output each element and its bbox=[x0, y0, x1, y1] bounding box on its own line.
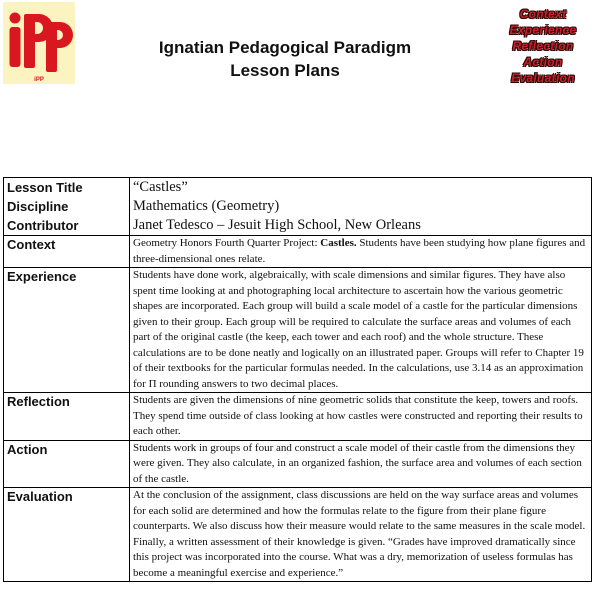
logo-letters: iPP bbox=[34, 77, 44, 83]
stage-evaluation: Evaluation bbox=[511, 71, 575, 85]
table-row-evaluation bbox=[4, 488, 592, 582]
stage-reflection: Reflection bbox=[512, 39, 574, 53]
paradigm-stages bbox=[497, 6, 589, 86]
label-lesson-title: Lesson Title bbox=[7, 180, 83, 195]
stage-action: Action bbox=[523, 55, 563, 69]
context-bold: Castles. bbox=[320, 237, 357, 249]
table-row-experience bbox=[4, 268, 592, 393]
label-reflection: Reflection bbox=[4, 393, 130, 441]
table-row-context bbox=[4, 236, 592, 268]
context-rest: Students have been studying how plane figures and three-dimensional ones relate. bbox=[133, 237, 586, 265]
title-line-2: Lesson Plans bbox=[230, 61, 340, 80]
label-evaluation: Evaluation bbox=[4, 488, 130, 582]
header-labels-cell bbox=[4, 178, 130, 236]
context-prefix: Geometry Honors Fourth Quarter Project: bbox=[133, 237, 321, 249]
discipline-value: Mathematics (Geometry) bbox=[133, 198, 280, 214]
evaluation-value: At the conclusion of the assignment, class discussions are held on the way surface areas and volumes for each solid are determined and how the formulas relate to the figure from their plane figure counterparts. We also discuss how their measure would relate to the same measures in the scale model. Finally, a written assessment of their knowledge is given. “Grades have improved dramatically since this project was incorporated into the course. What was a dry, memorization of useless formulas has become a meaningful exercise and experience.” bbox=[130, 488, 592, 582]
label-context: Context bbox=[4, 236, 130, 268]
action-value: Students work in groups of four and construct a scale model of their castle from the dimensions they were given. They also calculate, in an organized fashion, the surface area and volumes of each section of the castle. bbox=[130, 440, 592, 488]
stage-experience: Experience bbox=[509, 23, 577, 37]
lesson-plan-table bbox=[3, 177, 592, 582]
lesson-title-value: “Castles” bbox=[133, 179, 188, 195]
label-discipline: Discipline bbox=[7, 199, 69, 214]
context-value bbox=[130, 236, 592, 268]
label-action: Action bbox=[4, 440, 130, 488]
table-row-action bbox=[4, 440, 592, 488]
table-row-header bbox=[4, 178, 592, 236]
label-contributor: Contributor bbox=[7, 218, 79, 233]
table-row-reflection bbox=[4, 393, 592, 441]
title-line-1: Ignatian Pedagogical Paradigm bbox=[158, 38, 412, 57]
reflection-value: Students are given the dimensions of nine geometric solids that constitute the keep, towers and roofs. They spend time outside of class looking at how castles were constructed and reporting their results to each other. bbox=[130, 393, 592, 441]
stage-context: Context bbox=[519, 7, 567, 21]
header-values-cell bbox=[130, 178, 592, 236]
experience-value: Students have done work, algebraically, with scale dimensions and similar figures. They have also spent time looking at and photographing local architecture to ascertain how the various geometric shapes are incorporated. Each group will build a scale model of a castle for the particular dimensions given to their group. Each group will be required to calculate the surface areas and volumes of each part of the original castle (the keep, each tower and each roof) and the whole structure. These calculations are to be done neatly and logically on an illustrated paper. Groups will refer to Chapter 19 of their textbooks for the particular formulas needed. In the calculations, use 3.14 as an approximation for Π rounding answers to two decimal places. bbox=[130, 268, 592, 393]
page-title bbox=[0, 36, 570, 82]
contributor-value: Janet Tedesco – Jesuit High School, New Orleans bbox=[133, 217, 421, 233]
label-experience: Experience bbox=[4, 268, 130, 393]
